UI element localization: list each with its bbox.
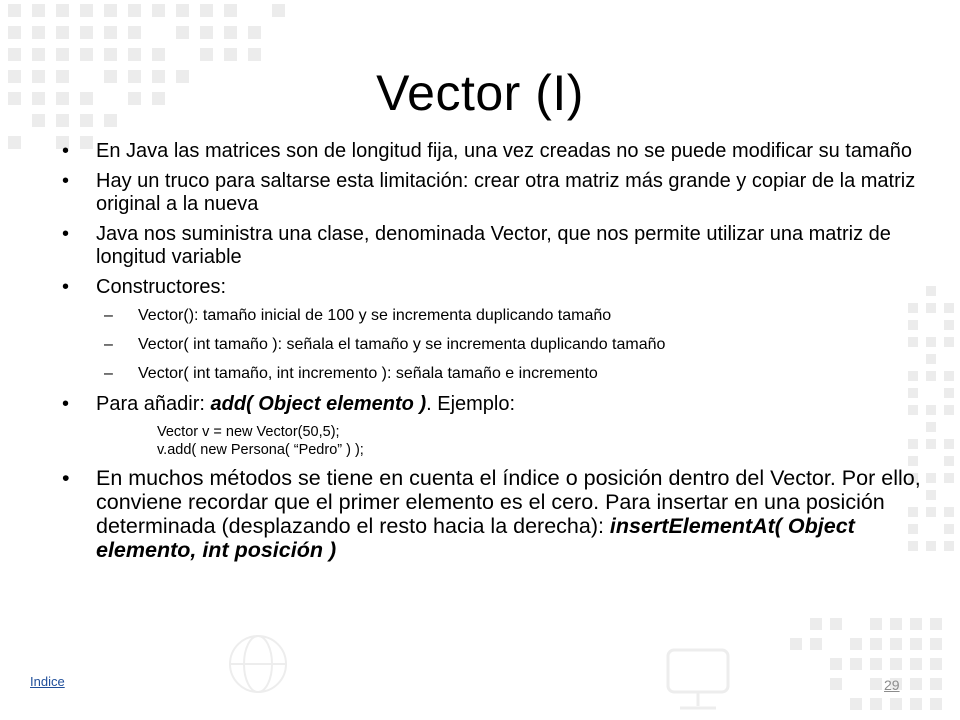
deco-square xyxy=(944,439,954,449)
deco-square xyxy=(944,388,954,398)
sub-bullet-item xyxy=(62,306,942,326)
deco-square xyxy=(944,320,954,330)
deco-square xyxy=(152,4,165,17)
deco-square xyxy=(910,638,922,650)
deco-square xyxy=(56,4,69,17)
sub-bullet-text: Vector( int tamaño, int incremento ): señala tamaño e incremento xyxy=(138,365,598,382)
deco-square xyxy=(944,473,954,483)
sub-bullet-text: Vector(): tamaño inicial de 100 y se incrementa duplicando tamaño xyxy=(138,307,612,324)
deco-square xyxy=(930,678,942,690)
deco-square xyxy=(830,678,842,690)
deco-square xyxy=(870,638,882,650)
deco-square xyxy=(104,26,117,39)
sub-bullet-item xyxy=(62,364,942,384)
deco-square xyxy=(944,303,954,313)
deco-square xyxy=(870,618,882,630)
deco-square xyxy=(810,618,822,630)
deco-square xyxy=(790,638,802,650)
deco-square xyxy=(176,26,189,39)
deco-square xyxy=(104,4,117,17)
deco-square xyxy=(224,4,237,17)
bullet-icon: • xyxy=(62,393,70,415)
dash-icon: – xyxy=(104,336,113,353)
deco-square xyxy=(890,698,902,710)
bullet-text-prefix: Para añadir: xyxy=(96,393,211,415)
bullet-icon: • xyxy=(62,170,70,192)
deco-square xyxy=(850,638,862,650)
deco-square xyxy=(56,26,69,39)
indice-link[interactable]: Indice xyxy=(30,674,65,689)
bullet-icon: • xyxy=(62,276,70,298)
code-example xyxy=(62,423,942,459)
slide-title: Vector (I) xyxy=(376,65,584,121)
bullet-icon: • xyxy=(62,223,70,245)
deco-square xyxy=(224,26,237,39)
deco-square xyxy=(944,456,954,466)
deco-square xyxy=(910,698,922,710)
bullet-item xyxy=(62,170,942,216)
bullet-item xyxy=(62,223,942,269)
deco-square xyxy=(910,618,922,630)
deco-square xyxy=(910,678,922,690)
deco-square xyxy=(8,136,21,149)
deco-square xyxy=(200,4,213,17)
bullet-text-suffix: . Ejemplo: xyxy=(426,393,516,415)
computer-icon xyxy=(668,650,728,708)
method-name: add( Object elemento ) xyxy=(210,393,427,415)
deco-square xyxy=(830,618,842,630)
deco-square xyxy=(930,618,942,630)
bullet-text: En muchos métodos se tiene en cuenta el índice o posición dentro del Vector. Por ello, conviene recordar que el primer elemento es el cero. Para insertar en una posición determinada (desplazando el resto hacia la derecha): xyxy=(96,466,921,538)
deco-square xyxy=(930,698,942,710)
globe-icon xyxy=(230,636,286,692)
deco-square xyxy=(128,26,141,39)
code-line: Vector v = new Vector(50,5); xyxy=(157,424,340,440)
bullet-text: En Java las matrices son de longitud fija, una vez creadas no se puede modificar su tamaño xyxy=(96,140,913,162)
slide-content xyxy=(62,140,942,569)
deco-square xyxy=(272,4,285,17)
deco-square xyxy=(870,678,882,690)
deco-square xyxy=(248,26,261,39)
deco-square xyxy=(890,638,902,650)
deco-square xyxy=(870,698,882,710)
bullet-text: Constructores: xyxy=(96,276,227,298)
bullet-item xyxy=(62,393,942,416)
deco-square xyxy=(944,524,954,534)
deco-square xyxy=(32,26,45,39)
deco-square xyxy=(128,4,141,17)
deco-square xyxy=(944,507,954,517)
bullet-text: Hay un truco para saltarse esta limitación: crear otra matriz más grande y copiar de la matriz original a la nueva xyxy=(96,170,916,215)
deco-square xyxy=(930,638,942,650)
deco-square xyxy=(850,698,862,710)
sub-bullet-item xyxy=(62,335,942,355)
bullet-icon: • xyxy=(62,466,70,490)
dash-icon: – xyxy=(104,307,113,324)
deco-square xyxy=(850,658,862,670)
deco-square xyxy=(944,541,954,551)
deco-square xyxy=(80,26,93,39)
deco-square xyxy=(890,658,902,670)
dash-icon: – xyxy=(104,365,113,382)
deco-square xyxy=(32,4,45,17)
deco-square xyxy=(830,658,842,670)
deco-square xyxy=(890,618,902,630)
deco-square xyxy=(80,4,93,17)
deco-square xyxy=(910,658,922,670)
deco-square xyxy=(930,658,942,670)
method-name: insertElementAt( Object elemento, int posición ) xyxy=(96,514,855,562)
sub-bullet-text: Vector( int tamaño ): señala el tamaño y se incrementa duplicando tamaño xyxy=(138,336,666,353)
deco-square xyxy=(944,371,954,381)
deco-square xyxy=(8,4,21,17)
deco-square xyxy=(810,638,822,650)
bullet-item xyxy=(62,466,942,562)
deco-square xyxy=(8,26,21,39)
bullet-item xyxy=(62,276,942,299)
deco-square xyxy=(870,658,882,670)
code-line: v.add( new Persona( “Pedro” ) ); xyxy=(157,442,364,458)
deco-square xyxy=(200,26,213,39)
bullet-item xyxy=(62,140,942,163)
page-number: 29 xyxy=(884,677,900,693)
bullet-text: Java nos suministra una clase, denominada Vector, que nos permite utilizar una matriz de longitud variable xyxy=(96,223,891,268)
deco-square xyxy=(944,337,954,347)
deco-square xyxy=(944,405,954,415)
deco-square xyxy=(176,4,189,17)
bullet-icon: • xyxy=(62,140,70,162)
